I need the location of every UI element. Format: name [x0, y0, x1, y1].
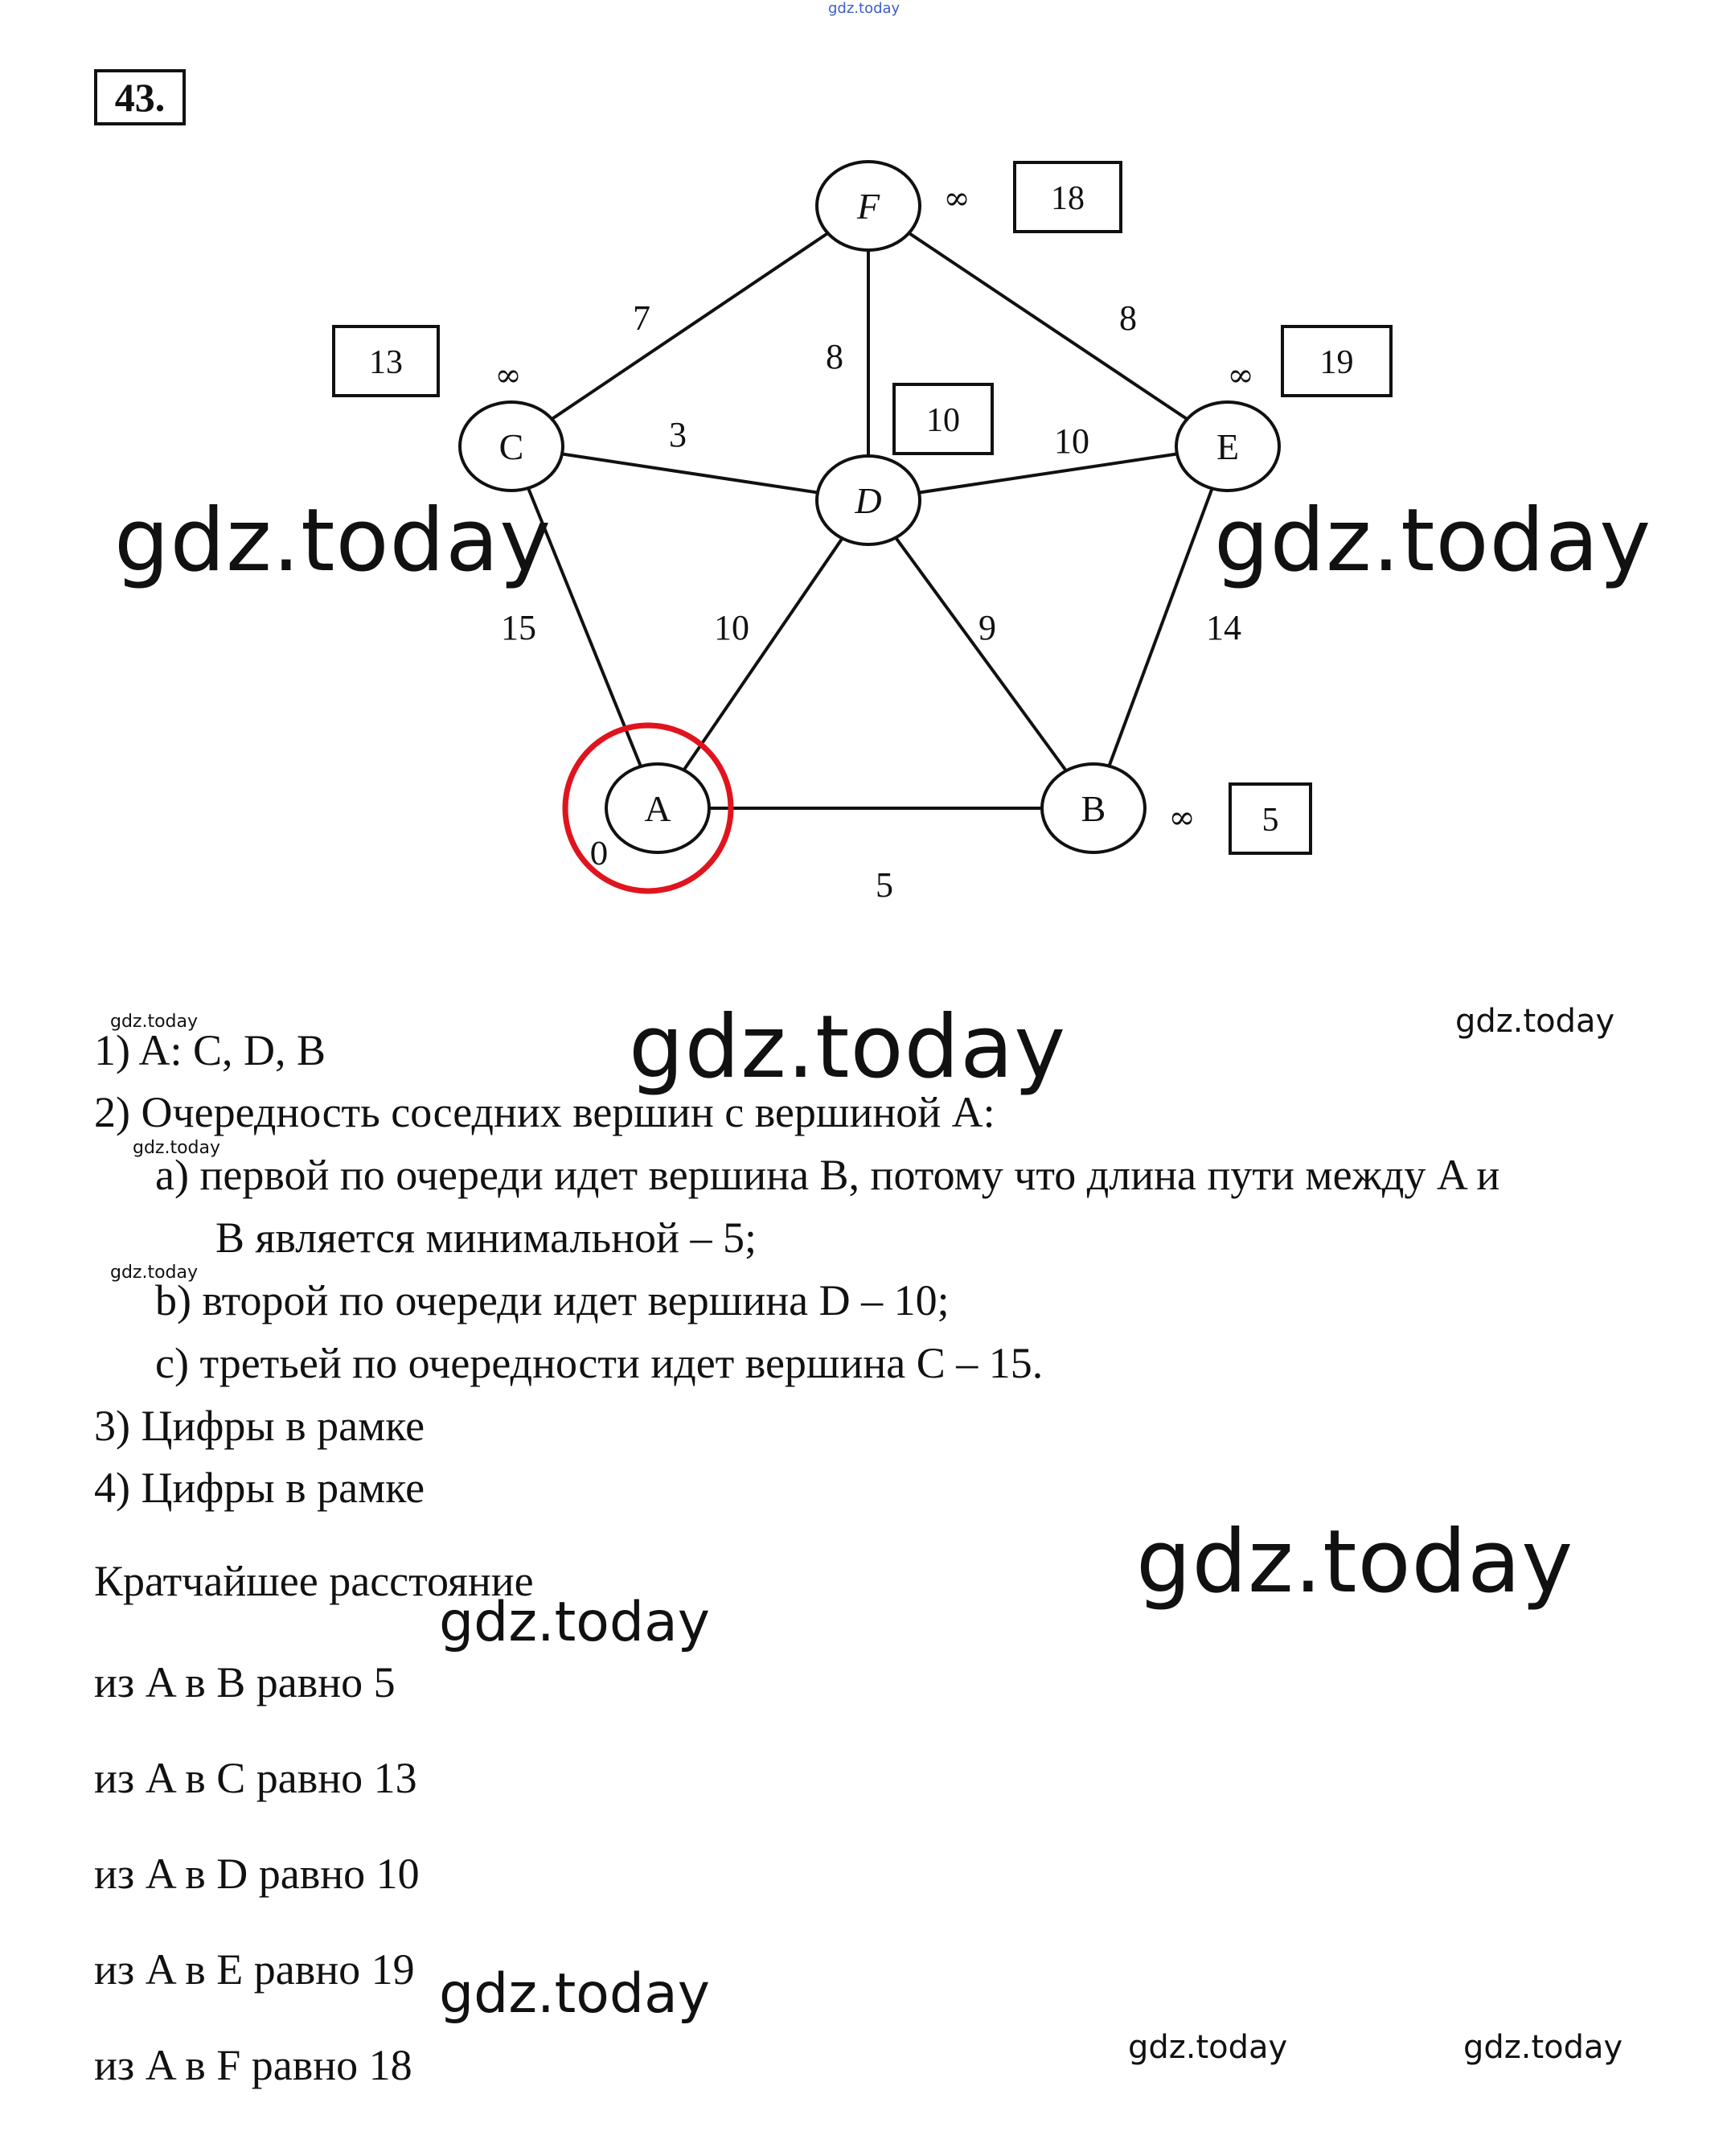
watermark-mid-2: gdz.today: [439, 1962, 710, 2026]
edge-f-c: [511, 206, 868, 446]
answer-line-2a-cont: B является минимальной – 5;: [215, 1214, 757, 1262]
edge-d-b: [868, 500, 1093, 808]
edge-weight-d-e: 10: [1054, 421, 1089, 461]
answer-line-2c: c) третьей по очередности идет вершина C – 15.: [155, 1339, 1044, 1387]
answer-line-3: 3) Цифры в рамке: [94, 1402, 425, 1450]
answer-line-2b: b) второй по очереди идет вершина D – 10;: [155, 1276, 950, 1324]
answer-line-4: 4) Цифры в рамке: [94, 1464, 425, 1512]
answer-line-2a: a) первой по очереди идет вершина B, потому что длина пути между A и: [155, 1151, 1500, 1199]
edge-weight-d-a: 10: [714, 608, 749, 647]
distance-value-e: 19: [1319, 344, 1354, 381]
edge-weight-d-b: 9: [978, 608, 996, 647]
distance-value-f: 18: [1051, 180, 1085, 217]
node-label-f: F: [856, 186, 880, 227]
answer-line-2: 2) Очередность соседних вершин с вершиной A:: [94, 1088, 995, 1136]
edge-weight-f-d: 8: [826, 337, 843, 376]
shortest-heading: Кратчайшее расстояние: [94, 1557, 534, 1605]
watermark-small-right: gdz.today: [1455, 1003, 1615, 1040]
distance-value-c: 13: [369, 344, 403, 381]
node-label-e: E: [1216, 426, 1240, 467]
watermark-mid-1: gdz.today: [439, 1591, 710, 1654]
edge-weight-a-b: 5: [876, 865, 893, 905]
watermark-tiny-1: gdz.today: [110, 1012, 199, 1032]
watermark-left: gdz.today: [114, 491, 552, 591]
watermark-small-bottom-2: gdz.today: [1463, 2029, 1623, 2066]
node-initial-f: ∞: [943, 180, 970, 217]
watermark-right: gdz.today: [1214, 491, 1652, 591]
node-initial-a: 0: [589, 836, 609, 872]
node-label-a: A: [644, 788, 671, 829]
edge-weight-f-c: 7: [633, 298, 650, 338]
watermark-tiny-3: gdz.today: [110, 1263, 199, 1283]
watermark-tiny-2: gdz.today: [133, 1138, 221, 1158]
task-number: 43.: [94, 69, 186, 125]
node-initial-c: ∞: [494, 357, 522, 394]
edge-weight-e-b: 14: [1206, 608, 1241, 647]
watermark-top: gdz.today: [828, 0, 900, 17]
node-label-b: B: [1081, 788, 1106, 829]
node-initial-e: ∞: [1227, 357, 1254, 394]
distance-value-b: 5: [1261, 802, 1279, 839]
distance-a-c: из A в C равно 13: [94, 1754, 417, 1802]
node-label-d: D: [855, 480, 882, 521]
edge-weight-f-e: 8: [1119, 298, 1137, 338]
node-initial-b: ∞: [1168, 799, 1196, 836]
node-label-c: C: [498, 426, 524, 467]
distance-a-e: из A в E равно 19: [94, 1945, 415, 1994]
watermark-small-bottom-1: gdz.today: [1128, 2029, 1288, 2066]
distance-a-d: из A в D равно 10: [94, 1850, 420, 1898]
edge-weight-c-d: 3: [669, 415, 687, 454]
graph-diagram: [0, 0, 1723, 925]
edge-c-d: [511, 446, 868, 500]
answer-line-1: 1) A: C, D, B: [94, 1026, 326, 1074]
watermark-center: gdz.today: [629, 997, 1067, 1098]
edge-weight-c-a: 15: [501, 608, 536, 647]
distance-a-f: из A в F равно 18: [94, 2041, 412, 2089]
distance-a-b: из A в B равно 5: [94, 1658, 396, 1706]
edge-d-a: [658, 500, 868, 808]
watermark-right-lower: gdz.today: [1136, 1512, 1574, 1612]
distance-value-d: 10: [926, 402, 960, 439]
